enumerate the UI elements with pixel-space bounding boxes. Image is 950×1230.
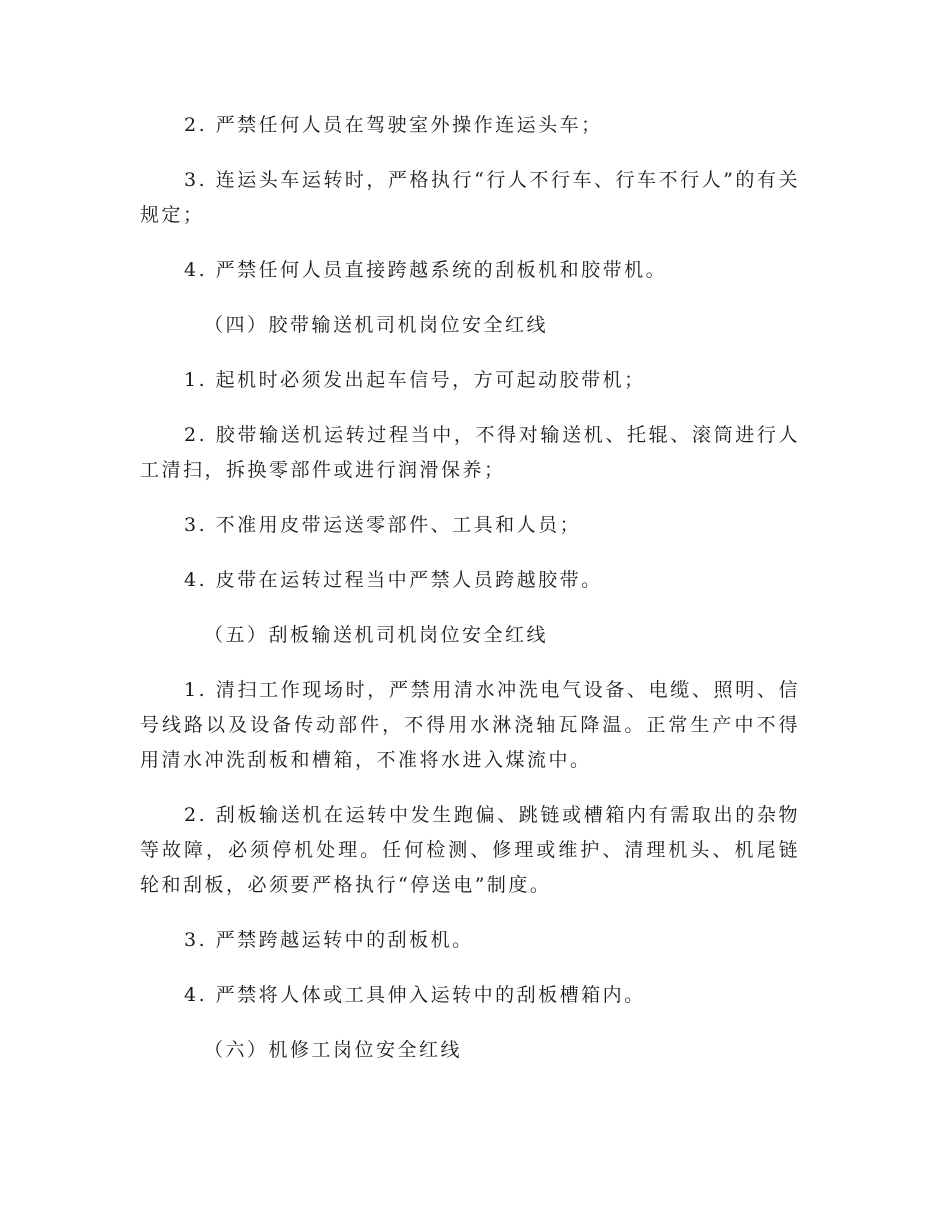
- paragraph: 4. 严禁将人体或工具伸入运转中的刮板槽箱内。: [184, 984, 646, 1006]
- document-body: [140, 108, 800, 1088]
- section-heading: （五）刮板输送机司机岗位安全红线: [204, 624, 549, 646]
- paragraph: 2. 胶带输送机运转过程当中，不得对输送机、托辊、滚筒进行人工清扫，拆换零部件或进行润滑保养；: [140, 424, 800, 481]
- section-heading: （四）胶带输送机司机岗位安全红线: [204, 314, 549, 336]
- paragraph: 2. 严禁任何人员在驾驶室外操作连运头车；: [184, 114, 603, 136]
- paragraph: 4. 皮带在运转过程当中严禁人员跨越胶带。: [184, 569, 603, 591]
- paragraph: 3. 严禁跨越运转中的刮板机。: [184, 929, 474, 951]
- paragraph: 1. 清扫工作现场时，严禁用清水冲洗电气设备、电缆、照明、信号线路以及设备传动部件，不得用水淋浇轴瓦降温。正常生产中不得用清水冲洗刮板和槽箱，不准将水进入煤流中。: [140, 679, 800, 771]
- paragraph: 1. 起机时必须发出起车信号，方可起动胶带机；: [184, 369, 646, 391]
- paragraph: 3. 不准用皮带运送零部件、工具和人员；: [184, 514, 582, 536]
- paragraph: 2. 刮板输送机在运转中发生跑偏、跳链或槽箱内有需取出的杂物等故障，必须停机处理。任何检测、修理或维护、清理机头、机尾链轮和刮板，必须要严格执行“停送电”制度。: [140, 804, 800, 896]
- section-heading: （六）机修工岗位安全红线: [204, 1039, 463, 1061]
- paragraph: 3. 连运头车运转时，严格执行“行人不行车、行车不行人”的有关规定；: [140, 169, 800, 226]
- paragraph: 4. 严禁任何人员直接跨越系统的刮板机和胶带机。: [184, 259, 668, 281]
